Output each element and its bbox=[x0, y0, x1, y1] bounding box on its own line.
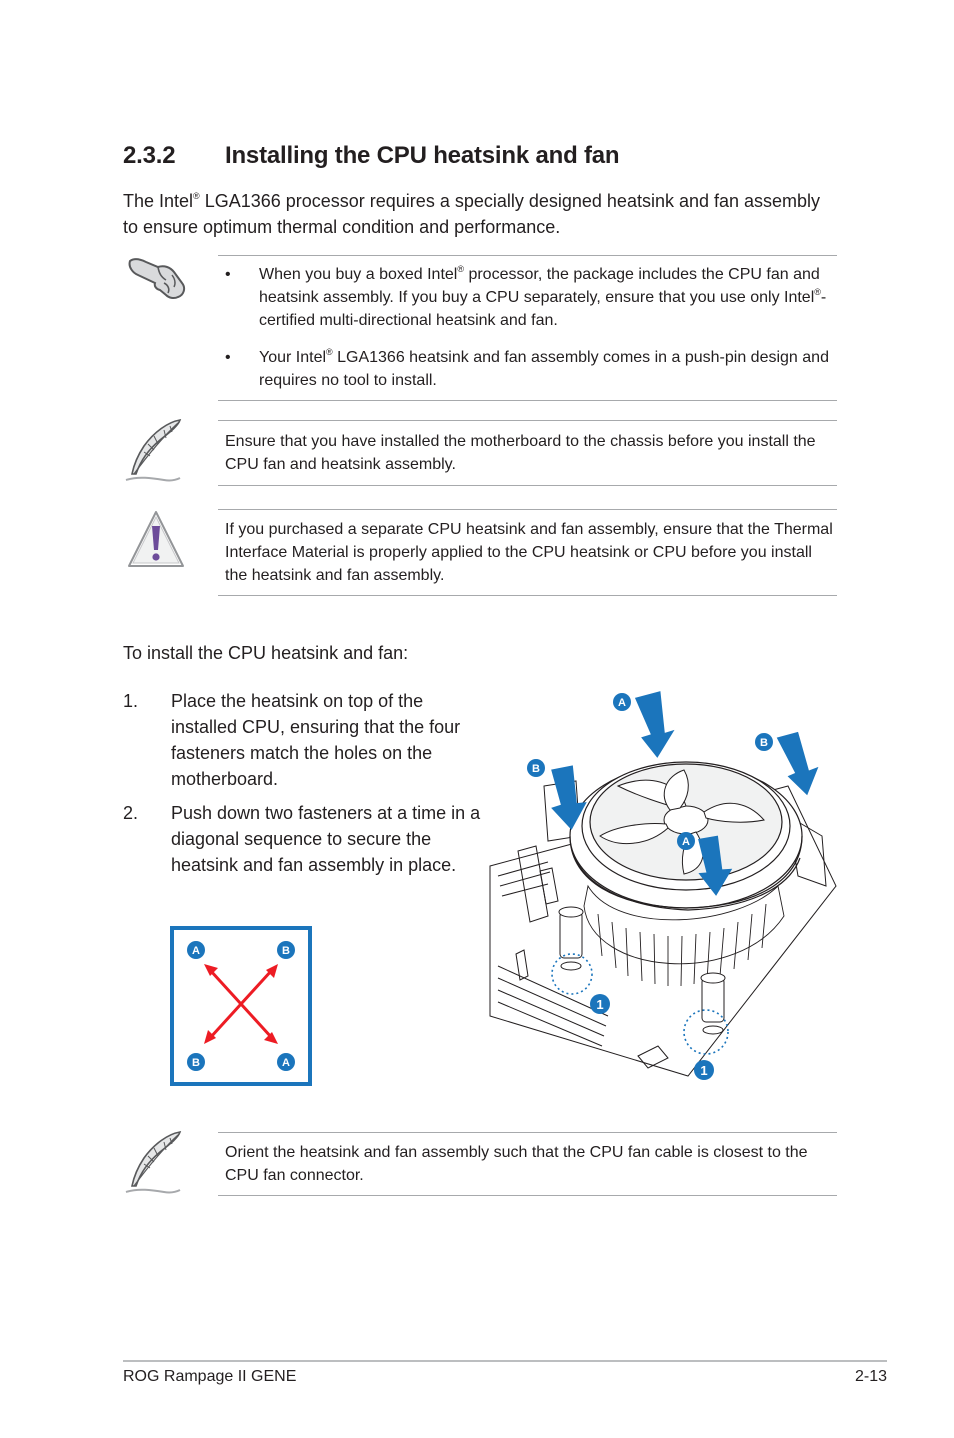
step-text: Place the heatsink on top of the installed CPU, ensuring that the four fasteners match the holes on the motherboard. bbox=[171, 691, 461, 789]
section-title: Installing the CPU heatsink and fan bbox=[225, 142, 620, 169]
label-a-lower bbox=[677, 832, 695, 850]
intro-text-post: LGA1366 processor requires a specially designed heatsink and fan assembly to ensure optimum thermal condition and performance. bbox=[123, 191, 821, 237]
note2-top-rule bbox=[218, 1132, 837, 1133]
svg-text:1: 1 bbox=[596, 997, 604, 1012]
svg-text:A: A bbox=[682, 836, 690, 848]
quill-note-icon bbox=[124, 418, 186, 486]
label-b-bottom-left bbox=[187, 1053, 205, 1071]
intro-paragraph bbox=[123, 188, 823, 240]
label-1-right bbox=[694, 1060, 714, 1080]
important-bullet-2 bbox=[225, 346, 837, 392]
registered-mark: ® bbox=[193, 191, 200, 201]
b1-mid: processor, the package includes the CPU fan and heatsink assembly. If you buy a CPU separately, ensure that you use only Intel bbox=[259, 266, 820, 306]
b1-post: -certified multi-directional heatsink and fan. bbox=[259, 289, 827, 329]
b1-pre: When you buy a boxed Intel bbox=[259, 266, 458, 283]
footer-rule bbox=[123, 1360, 887, 1362]
quill-note-icon bbox=[124, 1130, 186, 1198]
footer-product-name: ROG Rampage II GENE bbox=[123, 1368, 297, 1385]
steps-intro: To install the CPU heatsink and fan: bbox=[123, 643, 409, 663]
bullet: • bbox=[225, 349, 231, 366]
svg-text:B: B bbox=[760, 737, 768, 749]
svg-text:A: A bbox=[618, 697, 626, 709]
step-2 bbox=[123, 800, 493, 878]
label-a-bottom-right bbox=[277, 1053, 295, 1071]
registered-mark: ® bbox=[326, 346, 333, 357]
step-number: 1. bbox=[123, 691, 139, 711]
svg-text:B: B bbox=[192, 1057, 200, 1069]
b2-post: LGA1366 heatsink and fan assembly comes in a push-pin design and requires no tool to install. bbox=[259, 349, 829, 389]
label-1-left bbox=[590, 994, 610, 1014]
svg-text:B: B bbox=[532, 763, 540, 775]
intro-text-pre: The Intel bbox=[123, 191, 194, 211]
important-bullet-1 bbox=[225, 263, 837, 332]
svg-text:A: A bbox=[192, 945, 200, 957]
b2-pre: Your Intel bbox=[259, 349, 327, 366]
step-number: 2. bbox=[123, 803, 139, 823]
hand-pointer-icon bbox=[128, 253, 188, 301]
label-b-left bbox=[527, 759, 545, 777]
svg-text:1: 1 bbox=[700, 1063, 708, 1078]
note1-top-rule bbox=[218, 420, 837, 421]
diagonal-sequence-diagram bbox=[170, 926, 312, 1086]
footer-page-number: 2-13 bbox=[854, 1368, 887, 1385]
heatsink-install-illustration bbox=[488, 686, 840, 1082]
svg-text:A: A bbox=[282, 1057, 290, 1069]
registered-mark: ® bbox=[814, 286, 821, 297]
bullet: • bbox=[225, 266, 231, 283]
step-1 bbox=[123, 688, 493, 792]
warning-triangle-icon bbox=[126, 508, 186, 572]
label-b-right bbox=[755, 733, 773, 751]
section-heading bbox=[123, 142, 619, 170]
caution-text: If you purchased a separate CPU heatsink and fan assembly, ensure that the Thermal Interface Material is properly applied to the CPU heatsink or CPU before you install the heatsink and fan assembly. bbox=[225, 521, 833, 584]
important-top-rule bbox=[218, 255, 837, 256]
svg-text:B: B bbox=[282, 945, 290, 957]
important-bottom-rule bbox=[218, 400, 837, 401]
note2-bottom-rule bbox=[218, 1195, 837, 1196]
registered-mark: ® bbox=[457, 263, 464, 274]
note1-text: Ensure that you have installed the motherboard to the chassis before you install the CPU fan and heatsink assembly. bbox=[225, 433, 816, 473]
section-number: 2.3.2 bbox=[123, 142, 176, 169]
caution-top-rule bbox=[218, 509, 837, 510]
label-a-top-left bbox=[187, 941, 205, 959]
step-text: Push down two fasteners at a time in a diagonal sequence to secure the heatsink and fan assembly in place. bbox=[171, 803, 481, 875]
label-b-top-right bbox=[277, 941, 295, 959]
note1-bottom-rule bbox=[218, 485, 837, 486]
note2-text: Orient the heatsink and fan assembly such that the CPU fan cable is closest to the CPU fan connector. bbox=[225, 1144, 808, 1184]
caution-bottom-rule bbox=[218, 595, 837, 596]
label-a-upper bbox=[613, 693, 631, 711]
